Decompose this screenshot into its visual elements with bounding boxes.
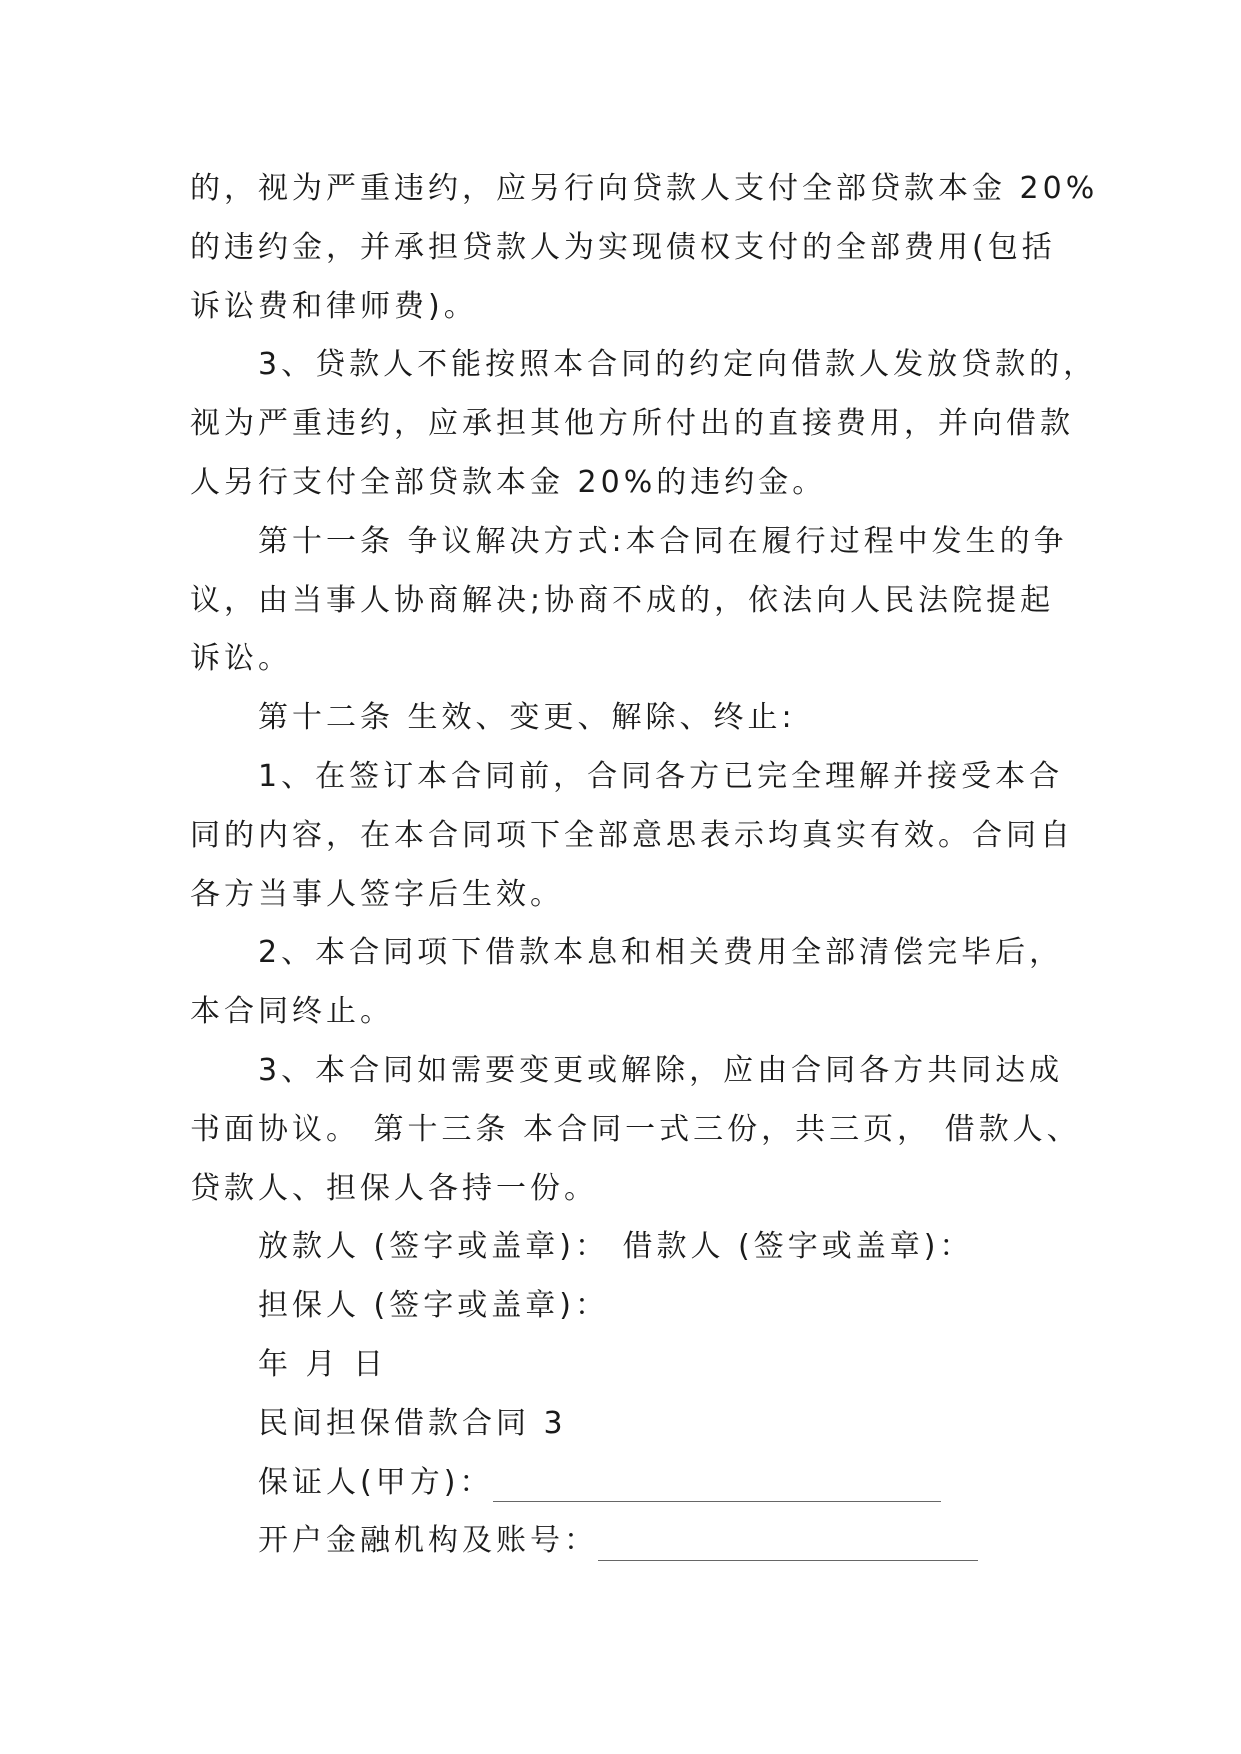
guarantor-field-label: 保证人(甲方)：: [258, 1464, 494, 1500]
account-field-row: [190, 1512, 1070, 1571]
text-line: 诉讼费和律师费)。: [190, 288, 478, 324]
account-field-label: 开户金融机构及账号：: [258, 1523, 598, 1559]
text-line: 各方当事人签字后生效。: [190, 876, 564, 912]
guarantor-field-row: [190, 1454, 1070, 1513]
text-line: 同的内容，在本合同项下全部意思表示均真实有效。合同自: [190, 817, 1074, 853]
guarantor-field-blank[interactable]: [493, 1461, 941, 1502]
date-line: 年 月 日: [258, 1346, 388, 1382]
article-11-heading: 第十一条 争议解决方式:本合同在履行过程中发生的争: [258, 523, 1068, 559]
text-line: 视为严重违约，应承担其他方所付出的直接费用，并向借款: [190, 406, 1074, 442]
document-body: [190, 160, 1099, 1571]
text-line: 议，由当事人协商解决;协商不成的，依法向人民法院提起: [190, 582, 1055, 618]
contract-title: 民间担保借款合同 3: [258, 1405, 567, 1441]
text-line: 书面协议。 第十三条 本合同一式三份，共三页， 借款人、: [190, 1111, 1081, 1147]
signature-line-lender-borrower: 放款人 (签字或盖章)： 借款人 (签字或盖章)：: [258, 1229, 974, 1265]
text-line: 人另行支付全部贷款本金 20%的违约金。: [190, 464, 827, 500]
text-line: 1、在签订本合同前，合同各方已完全理解并接受本合: [258, 758, 1064, 794]
signature-line-guarantor: 担保人 (签字或盖章)：: [258, 1288, 609, 1324]
text-line: 的，视为严重违约，应另行向贷款人支付全部贷款本金 20%: [190, 171, 1099, 206]
text-line: 诉讼。: [190, 641, 292, 677]
text-line: 2、本合同项下借款本息和相关费用全部清偿完毕后，: [258, 935, 1064, 971]
text-line: 3、贷款人不能按照本合同的约定向借款人发放贷款的，: [258, 347, 1098, 383]
text-line: 的违约金，并承担贷款人为实现债权支付的全部费用(包括: [190, 229, 1056, 265]
account-field-blank[interactable]: [598, 1520, 978, 1561]
text-line: 本合同终止。: [190, 994, 394, 1030]
article-12-heading: 第十二条 生效、变更、解除、终止:: [258, 700, 796, 736]
text-line: 3、本合同如需要变更或解除，应由合同各方共同达成: [258, 1052, 1064, 1088]
text-line: 贷款人、担保人各持一份。: [190, 1170, 598, 1206]
